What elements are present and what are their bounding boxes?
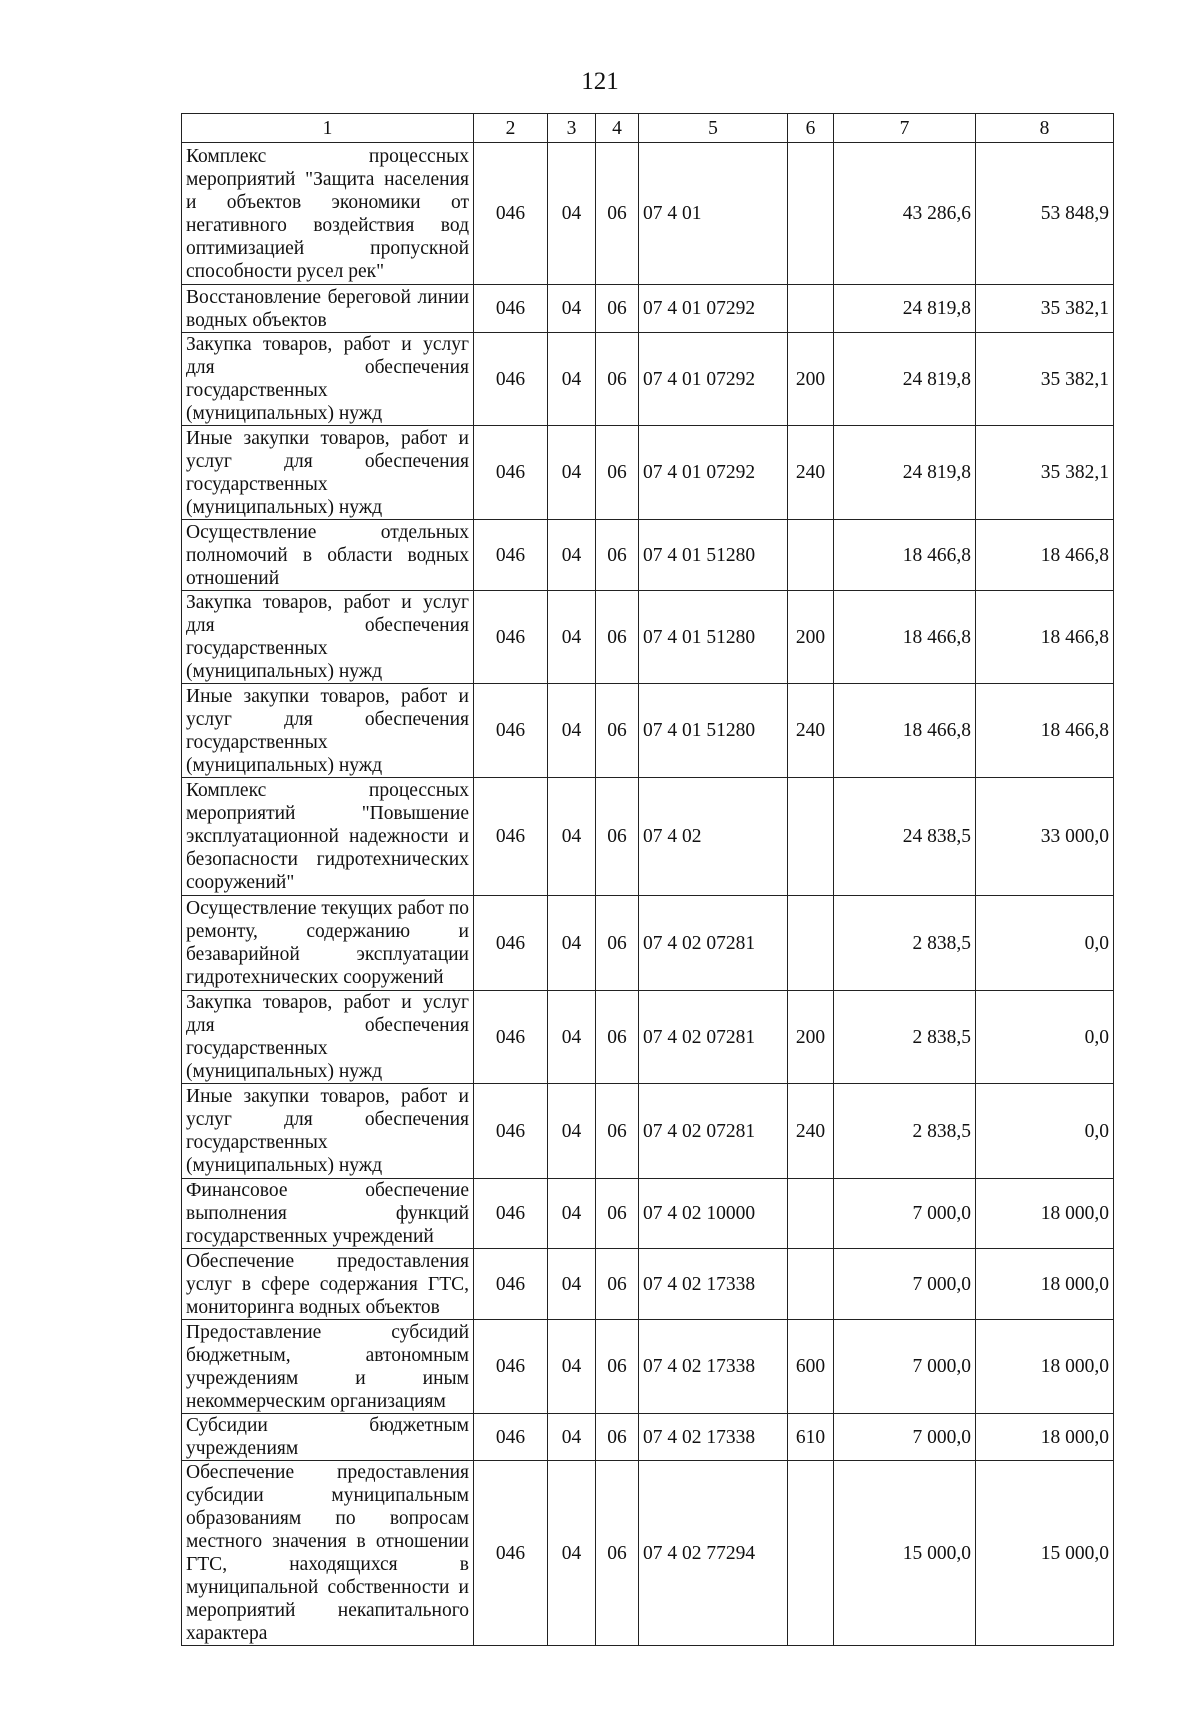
row-description: Комплекс процессных мероприятий "Защита населения и объектов экономики от негативного воздействия вод оптимизацией пропускной способности русел рек" — [182, 143, 474, 285]
amount-year-1-cell: 15 000,0 — [834, 1461, 976, 1646]
row-description: Иные закупки товаров, работ и услуг для обеспечения государственных (муниципальных) нужд — [182, 684, 474, 778]
table-row — [182, 1179, 1114, 1249]
row-description: Финансовое обеспечение выполнения функций государственных учреждений — [182, 1179, 474, 1249]
amount-year-1-cell: 7 000,0 — [834, 1320, 976, 1414]
amount-year-2-cell: 18 466,8 — [976, 684, 1114, 778]
amount-year-2-cell: 18 000,0 — [976, 1320, 1114, 1414]
amount-year-1-cell: 7 000,0 — [834, 1249, 976, 1320]
target-article-cell: 07 4 02 10000 — [639, 1179, 788, 1249]
amount-year-1-cell: 7 000,0 — [834, 1414, 976, 1461]
row-description: Иные закупки товаров, работ и услуг для обеспечения государственных (муниципальных) нужд — [182, 1084, 474, 1179]
target-article-cell: 07 4 01 07292 — [639, 333, 788, 426]
amount-year-2-cell: 0,0 — [976, 991, 1114, 1084]
row-description: Обеспечение предоставления субсидии муниципальным образованиям по вопросам местного значения в отношении ГТС, находящихся в муниципальной собственности и мероприятий некапитального характера — [182, 1461, 474, 1646]
admin-code-cell: 046 — [474, 991, 548, 1084]
amount-year-2-cell: 18 466,8 — [976, 520, 1114, 591]
admin-code-cell: 046 — [474, 520, 548, 591]
amount-year-2-cell: 18 000,0 — [976, 1414, 1114, 1461]
admin-code-cell: 046 — [474, 1249, 548, 1320]
target-article-cell: 07 4 02 17338 — [639, 1414, 788, 1461]
admin-code-cell: 046 — [474, 1461, 548, 1646]
subsection-cell: 06 — [596, 426, 639, 520]
subsection-cell: 06 — [596, 333, 639, 426]
subsection-cell: 06 — [596, 991, 639, 1084]
admin-code-cell: 046 — [474, 684, 548, 778]
amount-year-1-cell: 24 819,8 — [834, 426, 976, 520]
amount-year-1-cell: 2 838,5 — [834, 991, 976, 1084]
target-article-cell: 07 4 01 51280 — [639, 520, 788, 591]
amount-year-1-cell: 18 466,8 — [834, 684, 976, 778]
amount-year-2-cell: 35 382,1 — [976, 333, 1114, 426]
section-cell: 04 — [548, 1461, 596, 1646]
admin-code-cell: 046 — [474, 143, 548, 285]
row-description: Предоставление субсидий бюджетным, автономным учреждениям и иным некоммерческим организациям — [182, 1320, 474, 1414]
amount-year-1-cell: 24 819,8 — [834, 285, 976, 333]
subsection-cell: 06 — [596, 520, 639, 591]
admin-code-cell: 046 — [474, 285, 548, 333]
row-description: Иные закупки товаров, работ и услуг для обеспечения государственных (муниципальных) нужд — [182, 426, 474, 520]
admin-code-cell: 046 — [474, 426, 548, 520]
amount-year-2-cell: 35 382,1 — [976, 426, 1114, 520]
target-article-cell: 07 4 02 07281 — [639, 1084, 788, 1179]
section-cell: 04 — [548, 426, 596, 520]
subsection-cell: 06 — [596, 1461, 639, 1646]
expense-type-cell — [788, 143, 834, 285]
amount-year-1-cell: 2 838,5 — [834, 1084, 976, 1179]
subsection-cell: 06 — [596, 143, 639, 285]
expense-type-cell — [788, 1249, 834, 1320]
table-row — [182, 1320, 1114, 1414]
row-description: Закупка товаров, работ и услуг для обеспечения государственных (муниципальных) нужд — [182, 591, 474, 684]
subsection-cell: 06 — [596, 1320, 639, 1414]
target-article-cell: 07 4 02 17338 — [639, 1320, 788, 1414]
column-header: 3 — [548, 114, 596, 143]
row-description: Закупка товаров, работ и услуг для обеспечения государственных (муниципальных) нужд — [182, 333, 474, 426]
column-header: 6 — [788, 114, 834, 143]
table-row — [182, 684, 1114, 778]
subsection-cell: 06 — [596, 1249, 639, 1320]
header-row — [182, 114, 1114, 143]
admin-code-cell: 046 — [474, 1084, 548, 1179]
expense-type-cell: 200 — [788, 333, 834, 426]
admin-code-cell: 046 — [474, 896, 548, 991]
row-description: Осуществление отдельных полномочий в области водных отношений — [182, 520, 474, 591]
amount-year-1-cell: 24 819,8 — [834, 333, 976, 426]
target-article-cell: 07 4 02 — [639, 778, 788, 896]
column-header: 2 — [474, 114, 548, 143]
target-article-cell: 07 4 02 07281 — [639, 896, 788, 991]
section-cell: 04 — [548, 143, 596, 285]
subsection-cell: 06 — [596, 1084, 639, 1179]
section-cell: 04 — [548, 684, 596, 778]
expense-type-cell — [788, 285, 834, 333]
admin-code-cell: 046 — [474, 591, 548, 684]
target-article-cell: 07 4 01 51280 — [639, 591, 788, 684]
expense-type-cell — [788, 1179, 834, 1249]
target-article-cell: 07 4 02 77294 — [639, 1461, 788, 1646]
subsection-cell: 06 — [596, 285, 639, 333]
section-cell: 04 — [548, 1320, 596, 1414]
section-cell: 04 — [548, 285, 596, 333]
amount-year-2-cell: 18 000,0 — [976, 1179, 1114, 1249]
section-cell: 04 — [548, 520, 596, 591]
column-header: 5 — [639, 114, 788, 143]
row-description: Осуществление текущих работ по ремонту, содержанию и безаварийной эксплуатации гидротехнических сооружений — [182, 896, 474, 991]
table-row — [182, 778, 1114, 896]
row-description: Обеспечение предоставления услуг в сфере содержания ГТС, мониторинга водных объектов — [182, 1249, 474, 1320]
expense-type-cell — [788, 1461, 834, 1646]
table-row — [182, 1461, 1114, 1646]
amount-year-1-cell: 43 286,6 — [834, 143, 976, 285]
admin-code-cell: 046 — [474, 778, 548, 896]
table-body — [182, 143, 1114, 1646]
section-cell: 04 — [548, 778, 596, 896]
amount-year-2-cell: 0,0 — [976, 896, 1114, 991]
expense-type-cell — [788, 520, 834, 591]
expense-type-cell — [788, 778, 834, 896]
table-row — [182, 591, 1114, 684]
table-row — [182, 285, 1114, 333]
subsection-cell: 06 — [596, 1414, 639, 1461]
row-description: Восстановление береговой линии водных объектов — [182, 285, 474, 333]
table-row — [182, 1084, 1114, 1179]
table-row — [182, 896, 1114, 991]
column-header: 4 — [596, 114, 639, 143]
column-header: 8 — [976, 114, 1114, 143]
subsection-cell: 06 — [596, 1179, 639, 1249]
subsection-cell: 06 — [596, 778, 639, 896]
section-cell: 04 — [548, 991, 596, 1084]
expense-type-cell: 600 — [788, 1320, 834, 1414]
admin-code-cell: 046 — [474, 333, 548, 426]
table-row — [182, 1249, 1114, 1320]
expense-type-cell: 610 — [788, 1414, 834, 1461]
subsection-cell: 06 — [596, 591, 639, 684]
section-cell: 04 — [548, 1179, 596, 1249]
section-cell: 04 — [548, 1084, 596, 1179]
column-header: 1 — [182, 114, 474, 143]
amount-year-1-cell: 18 466,8 — [834, 520, 976, 591]
amount-year-2-cell: 53 848,9 — [976, 143, 1114, 285]
amount-year-2-cell: 33 000,0 — [976, 778, 1114, 896]
section-cell: 04 — [548, 896, 596, 991]
table-row — [182, 333, 1114, 426]
admin-code-cell: 046 — [474, 1320, 548, 1414]
expense-type-cell: 240 — [788, 684, 834, 778]
table-row — [182, 991, 1114, 1084]
column-header: 7 — [834, 114, 976, 143]
target-article-cell: 07 4 01 07292 — [639, 285, 788, 333]
page-number: 121 — [581, 68, 619, 95]
table-row — [182, 520, 1114, 591]
admin-code-cell: 046 — [474, 1179, 548, 1249]
amount-year-2-cell: 18 000,0 — [976, 1249, 1114, 1320]
amount-year-2-cell: 0,0 — [976, 1084, 1114, 1179]
amount-year-1-cell: 24 838,5 — [834, 778, 976, 896]
expense-type-cell: 200 — [788, 591, 834, 684]
table-row — [182, 143, 1114, 285]
row-description: Закупка товаров, работ и услуг для обеспечения государственных (муниципальных) нужд — [182, 991, 474, 1084]
amount-year-1-cell: 7 000,0 — [834, 1179, 976, 1249]
target-article-cell: 07 4 02 17338 — [639, 1249, 788, 1320]
amount-year-2-cell: 35 382,1 — [976, 285, 1114, 333]
target-article-cell: 07 4 01 51280 — [639, 684, 788, 778]
expense-type-cell: 200 — [788, 991, 834, 1084]
expense-type-cell: 240 — [788, 426, 834, 520]
section-cell: 04 — [548, 1249, 596, 1320]
admin-code-cell: 046 — [474, 1414, 548, 1461]
target-article-cell: 07 4 01 — [639, 143, 788, 285]
section-cell: 04 — [548, 1414, 596, 1461]
table-row — [182, 1414, 1114, 1461]
section-cell: 04 — [548, 333, 596, 426]
target-article-cell: 07 4 01 07292 — [639, 426, 788, 520]
subsection-cell: 06 — [596, 684, 639, 778]
amount-year-1-cell: 2 838,5 — [834, 896, 976, 991]
row-description: Комплекс процессных мероприятий "Повышение эксплуатационной надежности и безопасности гидротехнических сооружений" — [182, 778, 474, 896]
subsection-cell: 06 — [596, 896, 639, 991]
target-article-cell: 07 4 02 07281 — [639, 991, 788, 1084]
table-row — [182, 426, 1114, 520]
amount-year-1-cell: 18 466,8 — [834, 591, 976, 684]
amount-year-2-cell: 15 000,0 — [976, 1461, 1114, 1646]
expense-type-cell — [788, 896, 834, 991]
budget-table — [181, 113, 1114, 1646]
row-description: Субсидии бюджетным учреждениям — [182, 1414, 474, 1461]
section-cell: 04 — [548, 591, 596, 684]
expense-type-cell: 240 — [788, 1084, 834, 1179]
amount-year-2-cell: 18 466,8 — [976, 591, 1114, 684]
